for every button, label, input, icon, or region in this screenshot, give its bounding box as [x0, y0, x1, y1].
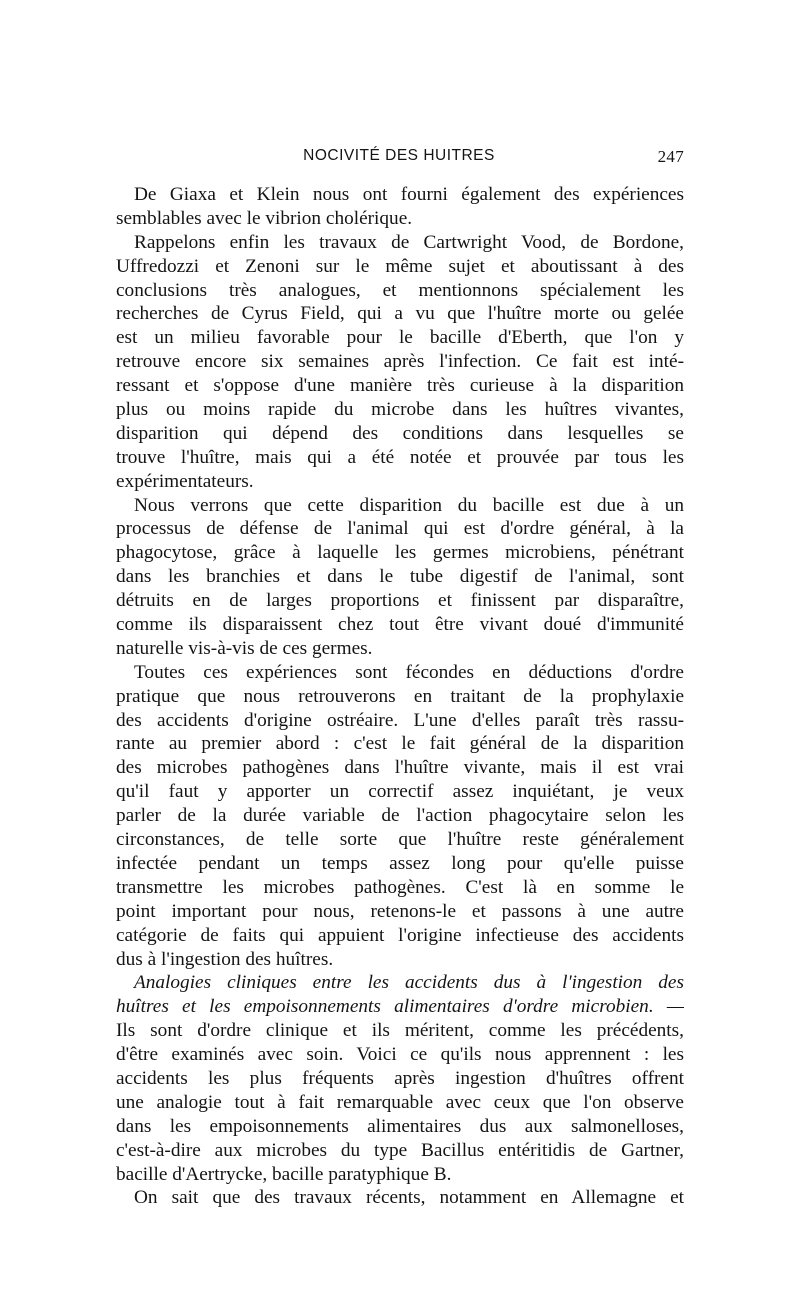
text-line: est un milieu favorable pour le bacille d'Eberth, que l'on y: [116, 327, 684, 349]
text-line: d'être examinés avec soin. Voici ce qu'ils nous apprennent : les: [116, 1044, 684, 1066]
running-head: [114, 147, 684, 169]
text-line: Toutes ces expériences sont fécondes en déductions d'ordre: [134, 661, 684, 683]
text-line: qu'il faut y apporter un correctif assez inquiétant, je veux: [116, 781, 684, 803]
running-title: NOCIVITÉ DES HUITRES: [303, 147, 495, 164]
section-heading-line: huîtres et les empoisonnements alimentaires d'ordre microbien. —: [116, 996, 684, 1018]
text-line: comme ils disparaissent chez tout être vivant doué d'immunité: [116, 614, 684, 636]
text-line: c'est-à-dire aux microbes du type Bacillus entéritidis de Gartner,: [116, 1139, 684, 1161]
text-line: dans les empoisonnements alimentaires dus aux salmonelloses,: [116, 1115, 684, 1137]
text-line: disparition qui dépend des conditions dans lesquelles se: [116, 422, 684, 444]
text-line: On sait que des travaux récents, notamment en Allemagne et: [134, 1187, 684, 1209]
text-line: catégorie de faits qui appuient l'origine infectieuse des accidents: [116, 924, 684, 946]
text-line: infectée pendant un temps assez long pour qu'elle puisse: [116, 852, 684, 874]
text-line: phagocytose, grâce à laquelle les germes microbiens, pénétrant: [116, 542, 684, 564]
text-line: accidents les plus fréquents après ingestion d'huîtres offrent: [116, 1067, 684, 1089]
text-line: trouve l'huître, mais qui a été notée et prouvée par tous les: [116, 446, 684, 468]
text-line: parler de la durée variable de l'action phagocytaire selon les: [116, 805, 684, 827]
text-line: circonstances, de telle sorte que l'huître reste généralement: [116, 829, 684, 851]
text-line: naturelle vis-à-vis de ces germes.: [116, 637, 373, 659]
text-line: semblables avec le vibrion cholérique.: [116, 207, 413, 229]
text-line: des microbes pathogènes dans l'huître vivante, mais il est vrai: [116, 757, 684, 779]
text-line: rante au premier abord : c'est le fait général de la disparition: [116, 733, 684, 755]
text-line: détruits en de larges proportions et finissent par disparaître,: [116, 590, 684, 612]
text-line: Nous verrons que cette disparition du bacille est due à un: [134, 494, 684, 516]
text-line: dus à l'ingestion des huîtres.: [116, 948, 334, 970]
text-line: ressant et s'oppose d'une manière très curieuse à la disparition: [116, 375, 684, 397]
text-line: Uffredozzi et Zenoni sur le même sujet et aboutissant à des: [116, 255, 684, 277]
text-line: retrouve encore six semaines après l'infection. Ce fait est inté-: [116, 351, 684, 373]
text-line: transmettre les microbes pathogènes. C'est là en somme le: [116, 876, 684, 898]
text-line: processus de défense de l'animal qui est d'ordre général, à la: [116, 518, 684, 540]
text-line: Rappelons enfin les travaux de Cartwright Vood, de Bordone,: [134, 231, 684, 253]
page-number: 247: [657, 147, 684, 166]
text-line: Ils sont d'ordre clinique et ils méritent, comme les précédents,: [116, 1020, 684, 1042]
text-line: point important pour nous, retenons-le et passons à une autre: [116, 900, 684, 922]
text-line: recherches de Cyrus Field, qui a vu que l'huître morte ou gelée: [116, 303, 684, 325]
text-line: conclusions très analogues, et mentionnons spécialement les: [116, 279, 684, 301]
body-text: [116, 183, 684, 1210]
section-heading-line: Analogies cliniques entre les accidents dus à l'ingestion des: [134, 972, 684, 994]
text-line: expérimentateurs.: [116, 470, 254, 492]
text-line: De Giaxa et Klein nous ont fourni également des expériences: [134, 184, 684, 205]
text-line: dans les branchies et dans le tube digestif de l'animal, sont: [116, 566, 684, 588]
text-line: plus ou moins rapide du microbe dans les huîtres vivantes,: [116, 399, 684, 421]
text-line: une analogie tout à fait remarquable avec ceux que l'on observe: [116, 1091, 684, 1113]
text-line: pratique que nous retrouverons en traitant de la prophylaxie: [116, 685, 684, 707]
text-line: des accidents d'origine ostréaire. L'une d'elles paraît très rassu-: [116, 709, 684, 731]
text-line: bacille d'Aertrycke, bacille paratyphique B.: [116, 1163, 452, 1185]
